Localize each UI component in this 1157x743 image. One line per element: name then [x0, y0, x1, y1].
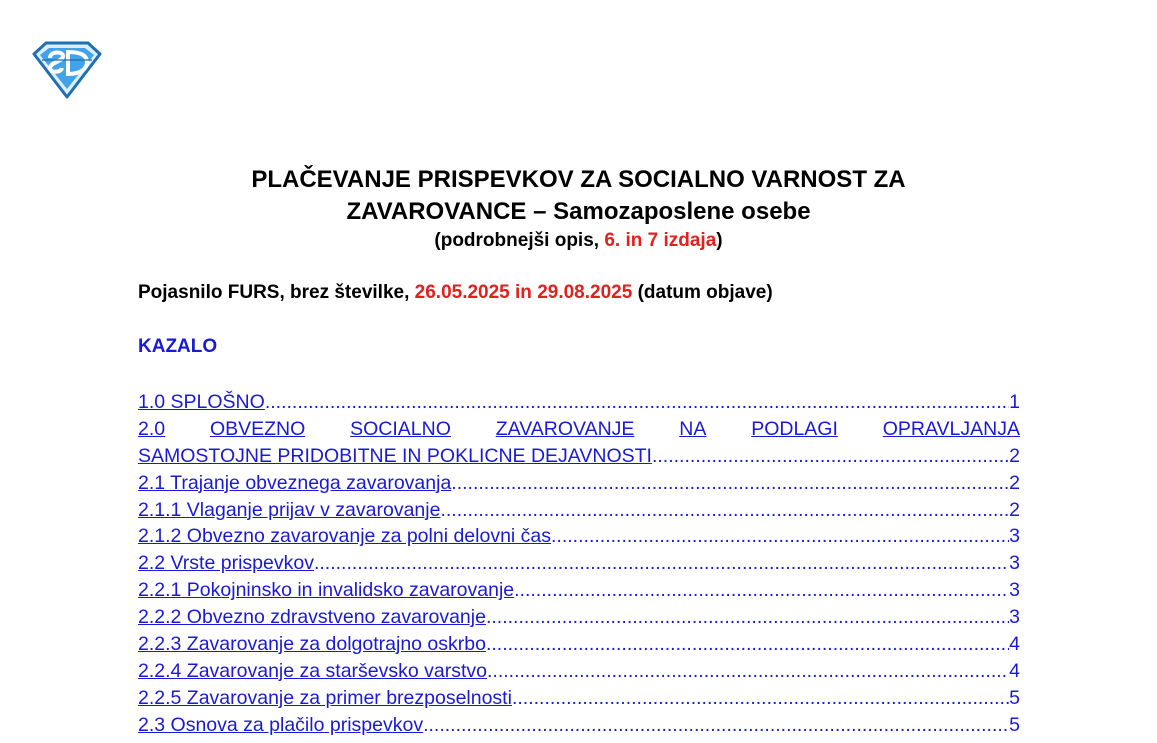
toc-word: OPRAVLJANJA — [882, 417, 1020, 440]
toc-word: ZAVAROVANJE — [495, 417, 635, 440]
toc-entry[interactable] — [138, 389, 1020, 416]
toc-entry[interactable] — [138, 658, 1020, 685]
toc-entry[interactable] — [138, 604, 1020, 631]
toc-entry-page: 2 — [1009, 498, 1020, 521]
toc-entry-page: 2 — [1009, 471, 1020, 494]
toc-entry[interactable] — [138, 685, 1020, 712]
source-suffix: (datum objave) — [632, 282, 773, 303]
toc-entry[interactable] — [138, 523, 1020, 550]
subtitle-prefix: (podrobnejši opis, — [434, 230, 605, 251]
toc-entry-label[interactable]: 2.1.1 Vlaganje prijav v zavarovanje — [138, 498, 441, 521]
toc-entry-label[interactable] — [138, 416, 1020, 443]
toc-entry-page: 3 — [1009, 552, 1020, 575]
toc-entry[interactable] — [138, 470, 1020, 497]
toc-entry-label[interactable]: 2.2.2 Obvezno zdravstveno zavarovanje — [138, 606, 486, 629]
toc-word: SOCIALNO — [350, 417, 451, 440]
toc-entry[interactable] — [138, 577, 1020, 604]
subtitle-suffix: ) — [716, 230, 723, 251]
document-subtitle — [0, 230, 1157, 252]
toc-leader — [314, 550, 1009, 577]
company-logo-icon — [30, 40, 104, 100]
toc-leader — [652, 443, 1009, 470]
toc-leader — [551, 523, 1009, 550]
toc-entry-page: 4 — [1009, 659, 1020, 682]
toc-entry-label[interactable]: 2.2 Vrste prispevkov — [138, 552, 314, 575]
toc-entry[interactable] — [138, 443, 1020, 470]
source-dates: 26.05.2025 in 29.08.2025 — [414, 282, 633, 303]
toc-leader — [486, 604, 1009, 631]
table-of-contents — [138, 389, 1020, 739]
toc-leader — [512, 685, 1009, 712]
document-title-line-1: PLAČEVANJE PRISPEVKOV ZA SOCIALNO VARNOST ZA — [251, 166, 906, 193]
toc-entry[interactable] — [138, 497, 1020, 524]
toc-entry-page: 4 — [1009, 633, 1020, 656]
toc-word: 2.0 — [138, 417, 166, 440]
toc-entry-page: 1 — [1009, 391, 1020, 413]
toc-leader — [451, 470, 1009, 497]
toc-word: NA — [679, 417, 707, 440]
toc-leader — [487, 658, 1009, 685]
toc-entry-label[interactable]: 2.1 Trajanje obveznega zavarovanja — [138, 471, 452, 494]
toc-entry-page: 3 — [1009, 606, 1020, 629]
toc-entry-label[interactable]: 2.2.1 Pokojninsko in invalidsko zavarovanje — [138, 579, 515, 602]
toc-word: PODLAGI — [751, 417, 838, 440]
toc-entry[interactable] — [138, 550, 1020, 577]
toc-leader — [265, 389, 1009, 416]
toc-leader — [514, 577, 1009, 604]
toc-entry-label[interactable]: 1.0 SPLOŠNO — [138, 391, 265, 413]
toc-entry[interactable] — [138, 712, 1020, 739]
source-prefix: Pojasnilo FURS, brez številke, — [138, 282, 415, 303]
source-line — [138, 282, 773, 304]
toc-heading: KAZALO — [138, 336, 218, 357]
toc-word: OBVEZNO — [209, 417, 306, 440]
toc-entry-label[interactable]: 2.2.5 Zavarovanje za primer brezposelnosti — [138, 686, 512, 709]
toc-leader — [423, 712, 1009, 739]
toc-entry-label[interactable]: 2.2.3 Zavarovanje za dolgotrajno oskrbo — [138, 633, 486, 656]
toc-entry-label[interactable]: 2.3 Osnova za plačilo prispevkov — [138, 713, 424, 736]
toc-entry-label[interactable]: SAMOSTOJNE PRIDOBITNE IN POKLICNE DEJAVNOSTI — [138, 444, 652, 467]
toc-entry-page: 5 — [1009, 713, 1020, 736]
toc-entry-label[interactable]: 2.1.2 Obvezno zavarovanje za polni delovni čas — [138, 525, 552, 548]
toc-entry-page: 2 — [1009, 444, 1020, 467]
toc-leader — [440, 497, 1009, 524]
toc-entry[interactable] — [138, 631, 1020, 658]
toc-entry-label[interactable]: 2.2.4 Zavarovanje za starševsko varstvo — [138, 659, 487, 682]
toc-entry-page: 3 — [1009, 579, 1020, 602]
toc-entry[interactable] — [138, 416, 1020, 443]
toc-entry-page: 5 — [1009, 686, 1020, 709]
subtitle-edition: 6. in 7 izdaja — [604, 230, 717, 251]
document-title-line-2: ZAVAROVANCE – Samozaposlene osebe — [346, 198, 811, 225]
toc-leader — [486, 631, 1009, 658]
toc-entry-page: 3 — [1009, 525, 1020, 548]
